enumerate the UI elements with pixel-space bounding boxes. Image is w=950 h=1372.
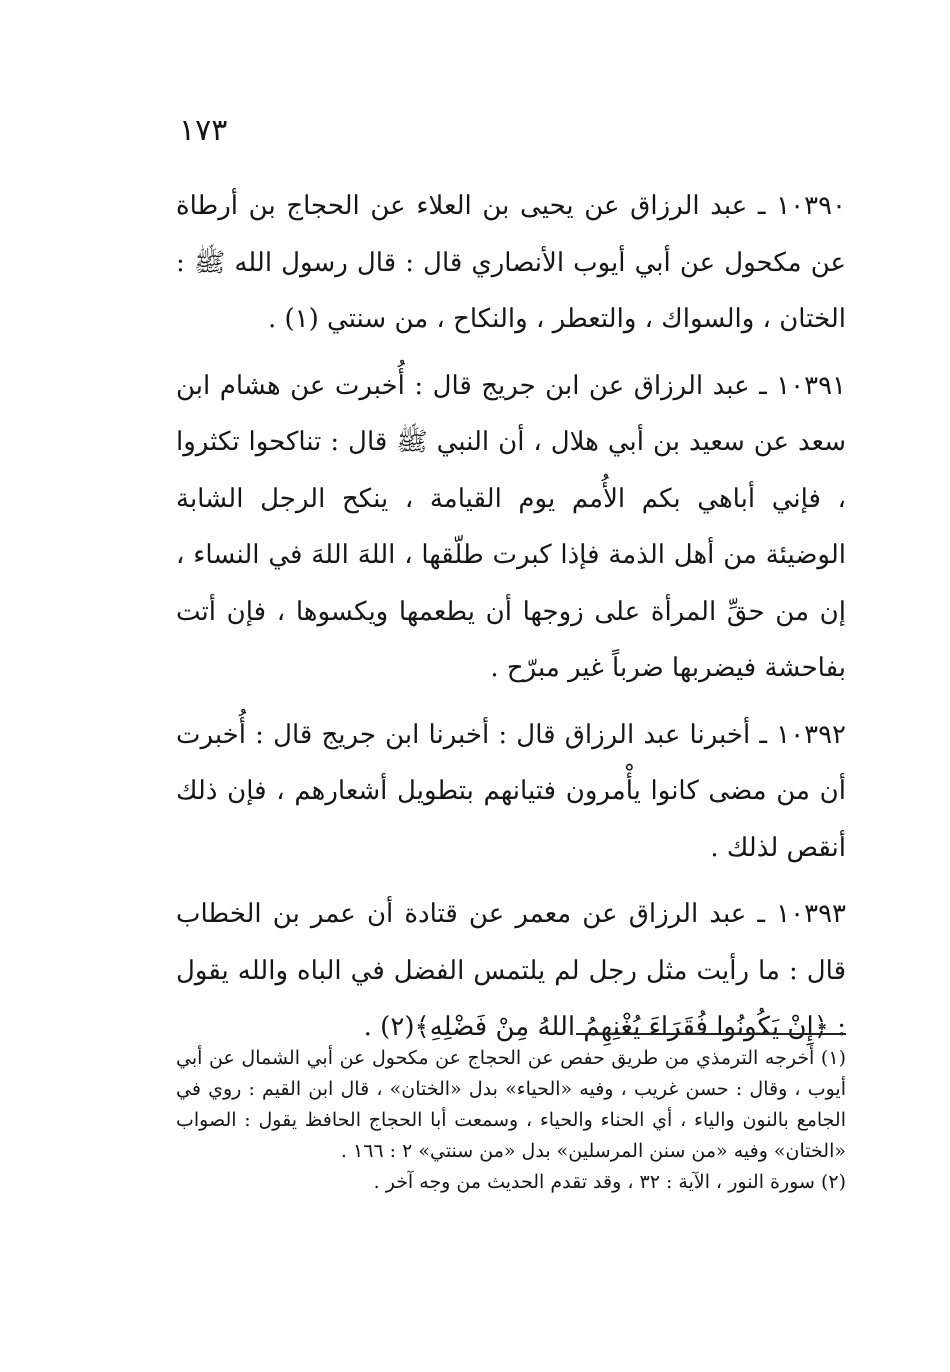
hadith-10392: ١٠٣٩٢ ـ أخبرنا عبد الرزاق قال : أخبرنا ابن جريج قال : أُخبرت أن من مضى كانوا يأْمرون فتيانهم بتطويل أشعارهم ، فإن ذلك أنقص لذلك .	[176, 719, 846, 863]
hadith-10390: ١٠٣٩٠ ـ عبد الرزاق عن يحيى بن العلاء عن الحجاج بن أرطاة عن مكحول عن أبي أيوب الأنصاري قال : قال رسول الله ﷺ : الختان ، والسواك ، والتعطر ، والنكاح ، من سنتي (١) .	[176, 191, 846, 334]
footnote-1: (١) أخرجه الترمذي من طريق حفص عن الحجاج عن مكحول عن أبي الشمال عن أبي أيوب ، وقال : حسن غريب ، وفيه «الحياء» بدل «الختان» ، قال ابن القيم : روي في الجامع بالنون والياء ، أي الحناء والحياء ، وسمعت أبا الحجاج الحافظ يقول : الصواب «الختان» وفيه «من سنن المرسلين» بدل «من سنتي» ٢ : ١٦٦ .	[176, 1047, 846, 1162]
footnote-2: (٢) سورة النور ، الآية : ٣٢ ، وقد تقدم الحديث من وجه آخر .	[373, 1171, 846, 1193]
footnote-divider	[576, 1033, 846, 1035]
hadith-10391: ١٠٣٩١ ـ عبد الرزاق عن ابن جريج قال : أُخبرت عن هشام ابن سعد عن سعيد بن أبي هلال ، أن النبي ﷺ قال : تناكحوا تكثروا ، فإني أباهي بكم الأُمم يوم القيامة ، ينكح الرجل الشابة الوضيئة من أهل الذمة فإذا كبرت طلّقها ، اللهَ اللهَ في النساء ، إن من حقِّ المرأة على زوجها أن يطعمها ويكسوها ، فإن أتت بفاحشة فيضربها ضرباً غير مبرّح .	[176, 370, 846, 683]
footnotes	[176, 1043, 846, 1198]
page-number: ١٧٣	[179, 113, 228, 148]
hadith-text	[176, 178, 846, 1066]
hadith-10393: ١٠٣٩٣ ـ عبد الرزاق عن معمر عن قتادة أن عمر بن الخطاب قال : ما رأيت مثل رجل لم يلتمس الفضل في الباه والله يقول : ﴿إِنْ يَكُونُوا فُقَرَاءَ يُغْنِهِمُ اللهُ مِنْ فَضْلِهِ﴾(٢) .	[176, 899, 846, 1042]
